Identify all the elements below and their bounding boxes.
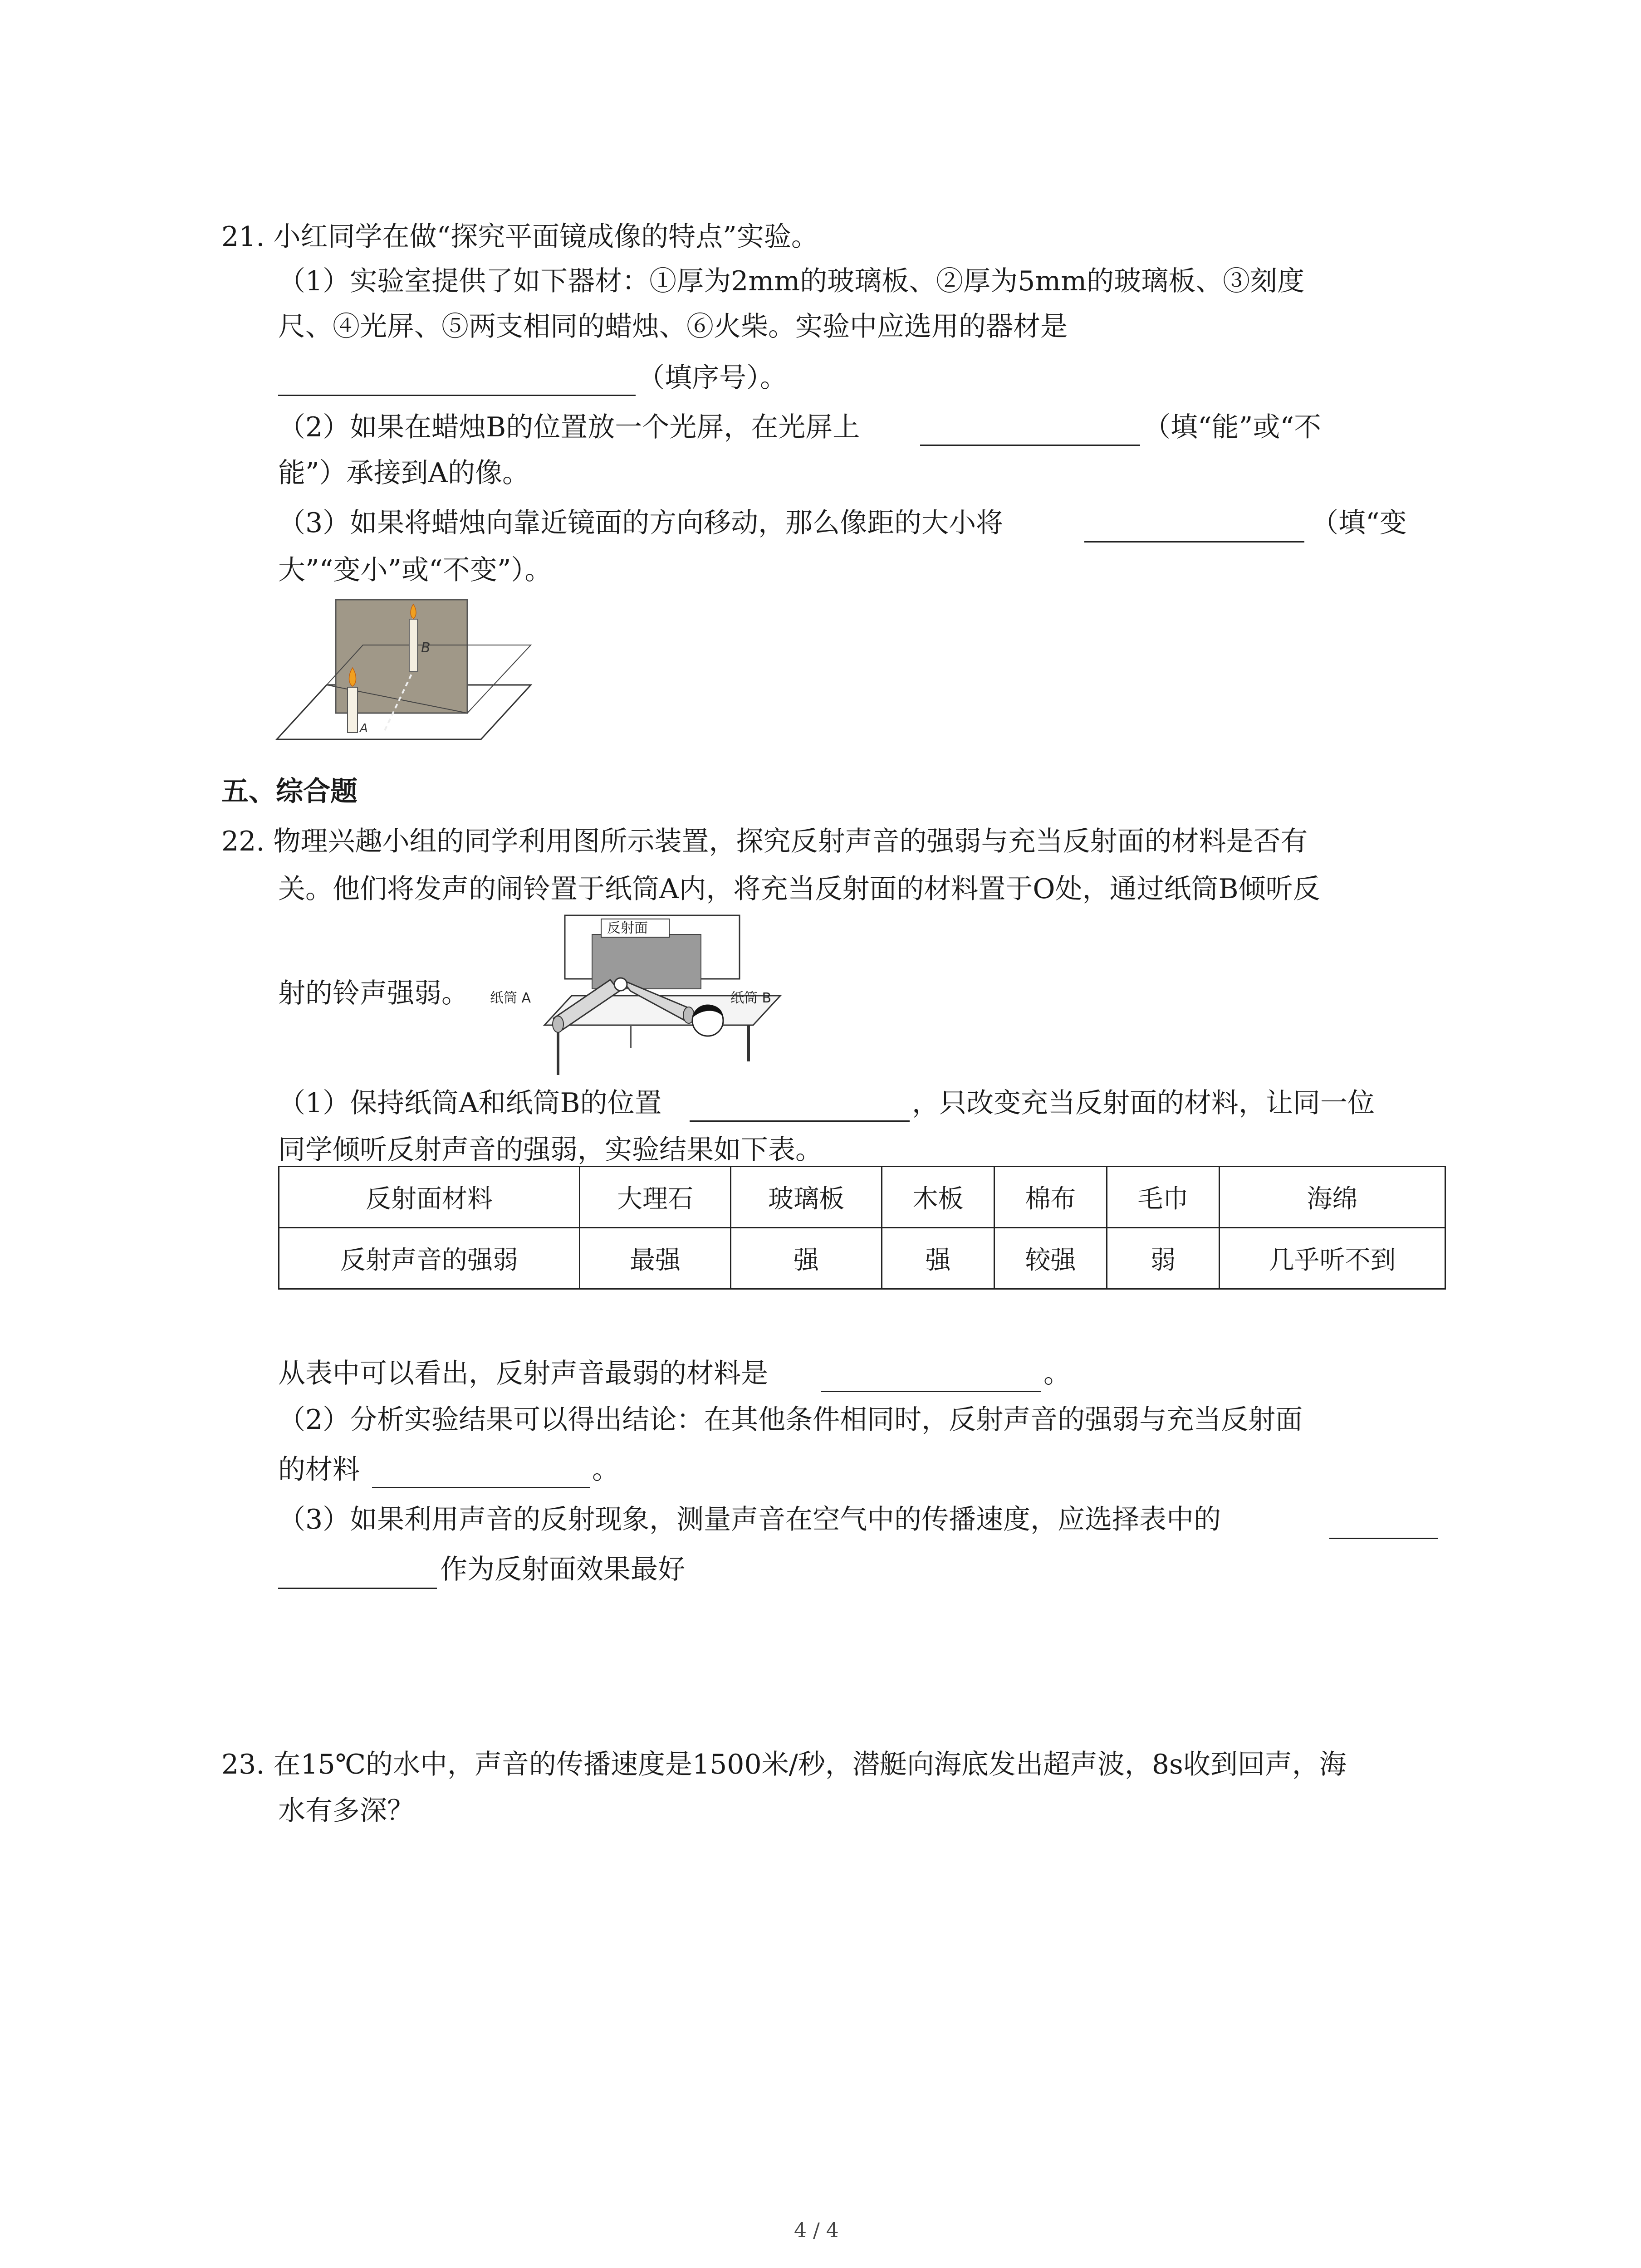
q22-part2-line2b: 。 xyxy=(592,1454,619,1486)
q22-stem-line2: 关。他们将发声的闹铃置于纸筒A内，将充当反射面的材料置于O处，通过纸筒B倾听反 xyxy=(278,873,1320,905)
table-cell: 毛巾 xyxy=(1107,1167,1220,1228)
q21-part3-line1b: （填“变 xyxy=(1311,507,1407,539)
label-a: A xyxy=(360,722,368,735)
page-number: 4 / 4 xyxy=(794,2219,839,2242)
sound-reflection-figure xyxy=(490,912,803,1080)
tube-b-label: 纸筒 B xyxy=(730,990,772,1006)
table-cell: 强 xyxy=(731,1228,882,1289)
q21-part1-line2: 尺、④光屏、⑤两支相同的蜡烛、⑥火柴。实验中应选用的器材是 xyxy=(278,311,1068,342)
q22-part3-line1: （3）如果利用声音的反射现象，测量声音在空气中的传播速度，应选择表中的 xyxy=(278,1504,1221,1535)
table-cell: 海绵 xyxy=(1220,1167,1445,1228)
tube-a-label: 纸筒 A xyxy=(490,990,531,1006)
table-cell: 大理石 xyxy=(580,1167,731,1228)
q22-part1-line2: 同学倾听反射声音的强弱，实验结果如下表。 xyxy=(278,1134,823,1166)
q21-part1-answer-blank[interactable] xyxy=(278,395,636,396)
q21-part2-answer-blank[interactable] xyxy=(920,445,1140,446)
q21-part1-line3: （填序号）。 xyxy=(637,362,787,394)
q22-after-table-a: 从表中可以看出，反射声音最弱的材料是 xyxy=(278,1358,768,1389)
q21-part2-line2: 能”）承接到A的像。 xyxy=(278,457,530,489)
label-b: B xyxy=(421,640,431,656)
q21-part1-line1: （1）实验室提供了如下器材：①厚为2mm的玻璃板、②厚为5mm的玻璃板、③刻度 xyxy=(278,265,1305,297)
q23-line1: 23. 在15℃的水中，声音的传播速度是1500米/秒，潜艇向海底发出超声波，8s收到回声，海 xyxy=(221,1749,1347,1780)
q22-stem-line1: 22. 物理兴趣小组的同学利用图所示装置，探究反射声音的强弱与充当反射面的材料是否有 xyxy=(221,826,1308,857)
table-row xyxy=(279,1228,1445,1289)
q22-part2-answer-blank[interactable] xyxy=(372,1487,590,1488)
q22-part3-answer-blank-b[interactable] xyxy=(278,1588,437,1589)
q22-after-table-b: 。 xyxy=(1043,1358,1071,1389)
q22-part2-line2a: 的材料 xyxy=(278,1454,360,1486)
q22-part3-answer-blank-a[interactable] xyxy=(1329,1538,1438,1539)
table-cell: 最强 xyxy=(580,1228,731,1289)
q21-part3-answer-blank[interactable] xyxy=(1084,541,1304,543)
q22-part1-line1a: （1）保持纸筒A和纸筒B的位置 xyxy=(278,1087,662,1119)
table-cell: 强 xyxy=(882,1228,994,1289)
reflector-label: 反射面 xyxy=(607,920,648,936)
q22-part3-line2: 作为反射面效果最好 xyxy=(440,1554,685,1585)
q21-part3-line2: 大”“变小”或“不变”）。 xyxy=(278,554,552,586)
q22-part1-line1b: ，只改变充当反射面的材料，让同一位 xyxy=(912,1087,1375,1119)
candle-b xyxy=(409,619,417,671)
table-cell: 反射面材料 xyxy=(279,1167,580,1228)
q21-part2-line1a: （2）如果在蜡烛B的位置放一个光屏，在光屏上 xyxy=(278,411,860,443)
table-cell: 棉布 xyxy=(994,1167,1107,1228)
q21-part3-line1a: （3）如果将蜡烛向靠近镜面的方向移动，那么像距的大小将 xyxy=(278,507,1004,539)
q22-stem-line3: 射的铃声强弱。 xyxy=(278,978,469,1009)
table-cell: 弱 xyxy=(1107,1228,1220,1289)
table-cell: 较强 xyxy=(994,1228,1107,1289)
table-cell: 玻璃板 xyxy=(731,1167,882,1228)
table-cell: 几乎听不到 xyxy=(1220,1228,1445,1289)
candle-a xyxy=(348,687,358,733)
q21-part2-line1b: （填“能”或“不 xyxy=(1143,411,1322,443)
listener-head-icon xyxy=(692,1005,723,1036)
mirror-experiment-figure xyxy=(277,594,531,748)
table-cell: 反射声音的强弱 xyxy=(279,1228,580,1289)
q22-weakest-material-blank[interactable] xyxy=(821,1391,1041,1392)
q21-stem: 21. 小红同学在做“探究平面镜成像的特点”实验。 xyxy=(221,221,818,253)
table-header-row xyxy=(279,1167,1445,1228)
section-title: 五、综合题 xyxy=(221,776,358,807)
point-o xyxy=(614,978,627,991)
q22-part1-answer-blank[interactable] xyxy=(690,1120,910,1122)
table-cell: 木板 xyxy=(882,1167,994,1228)
q22-part2-line1: （2）分析实验结果可以得出结论：在其他条件相同时，反射声音的强弱与充当反射面 xyxy=(278,1404,1303,1436)
results-table xyxy=(278,1166,1446,1290)
q23-line2: 水有多深？ xyxy=(278,1795,414,1827)
